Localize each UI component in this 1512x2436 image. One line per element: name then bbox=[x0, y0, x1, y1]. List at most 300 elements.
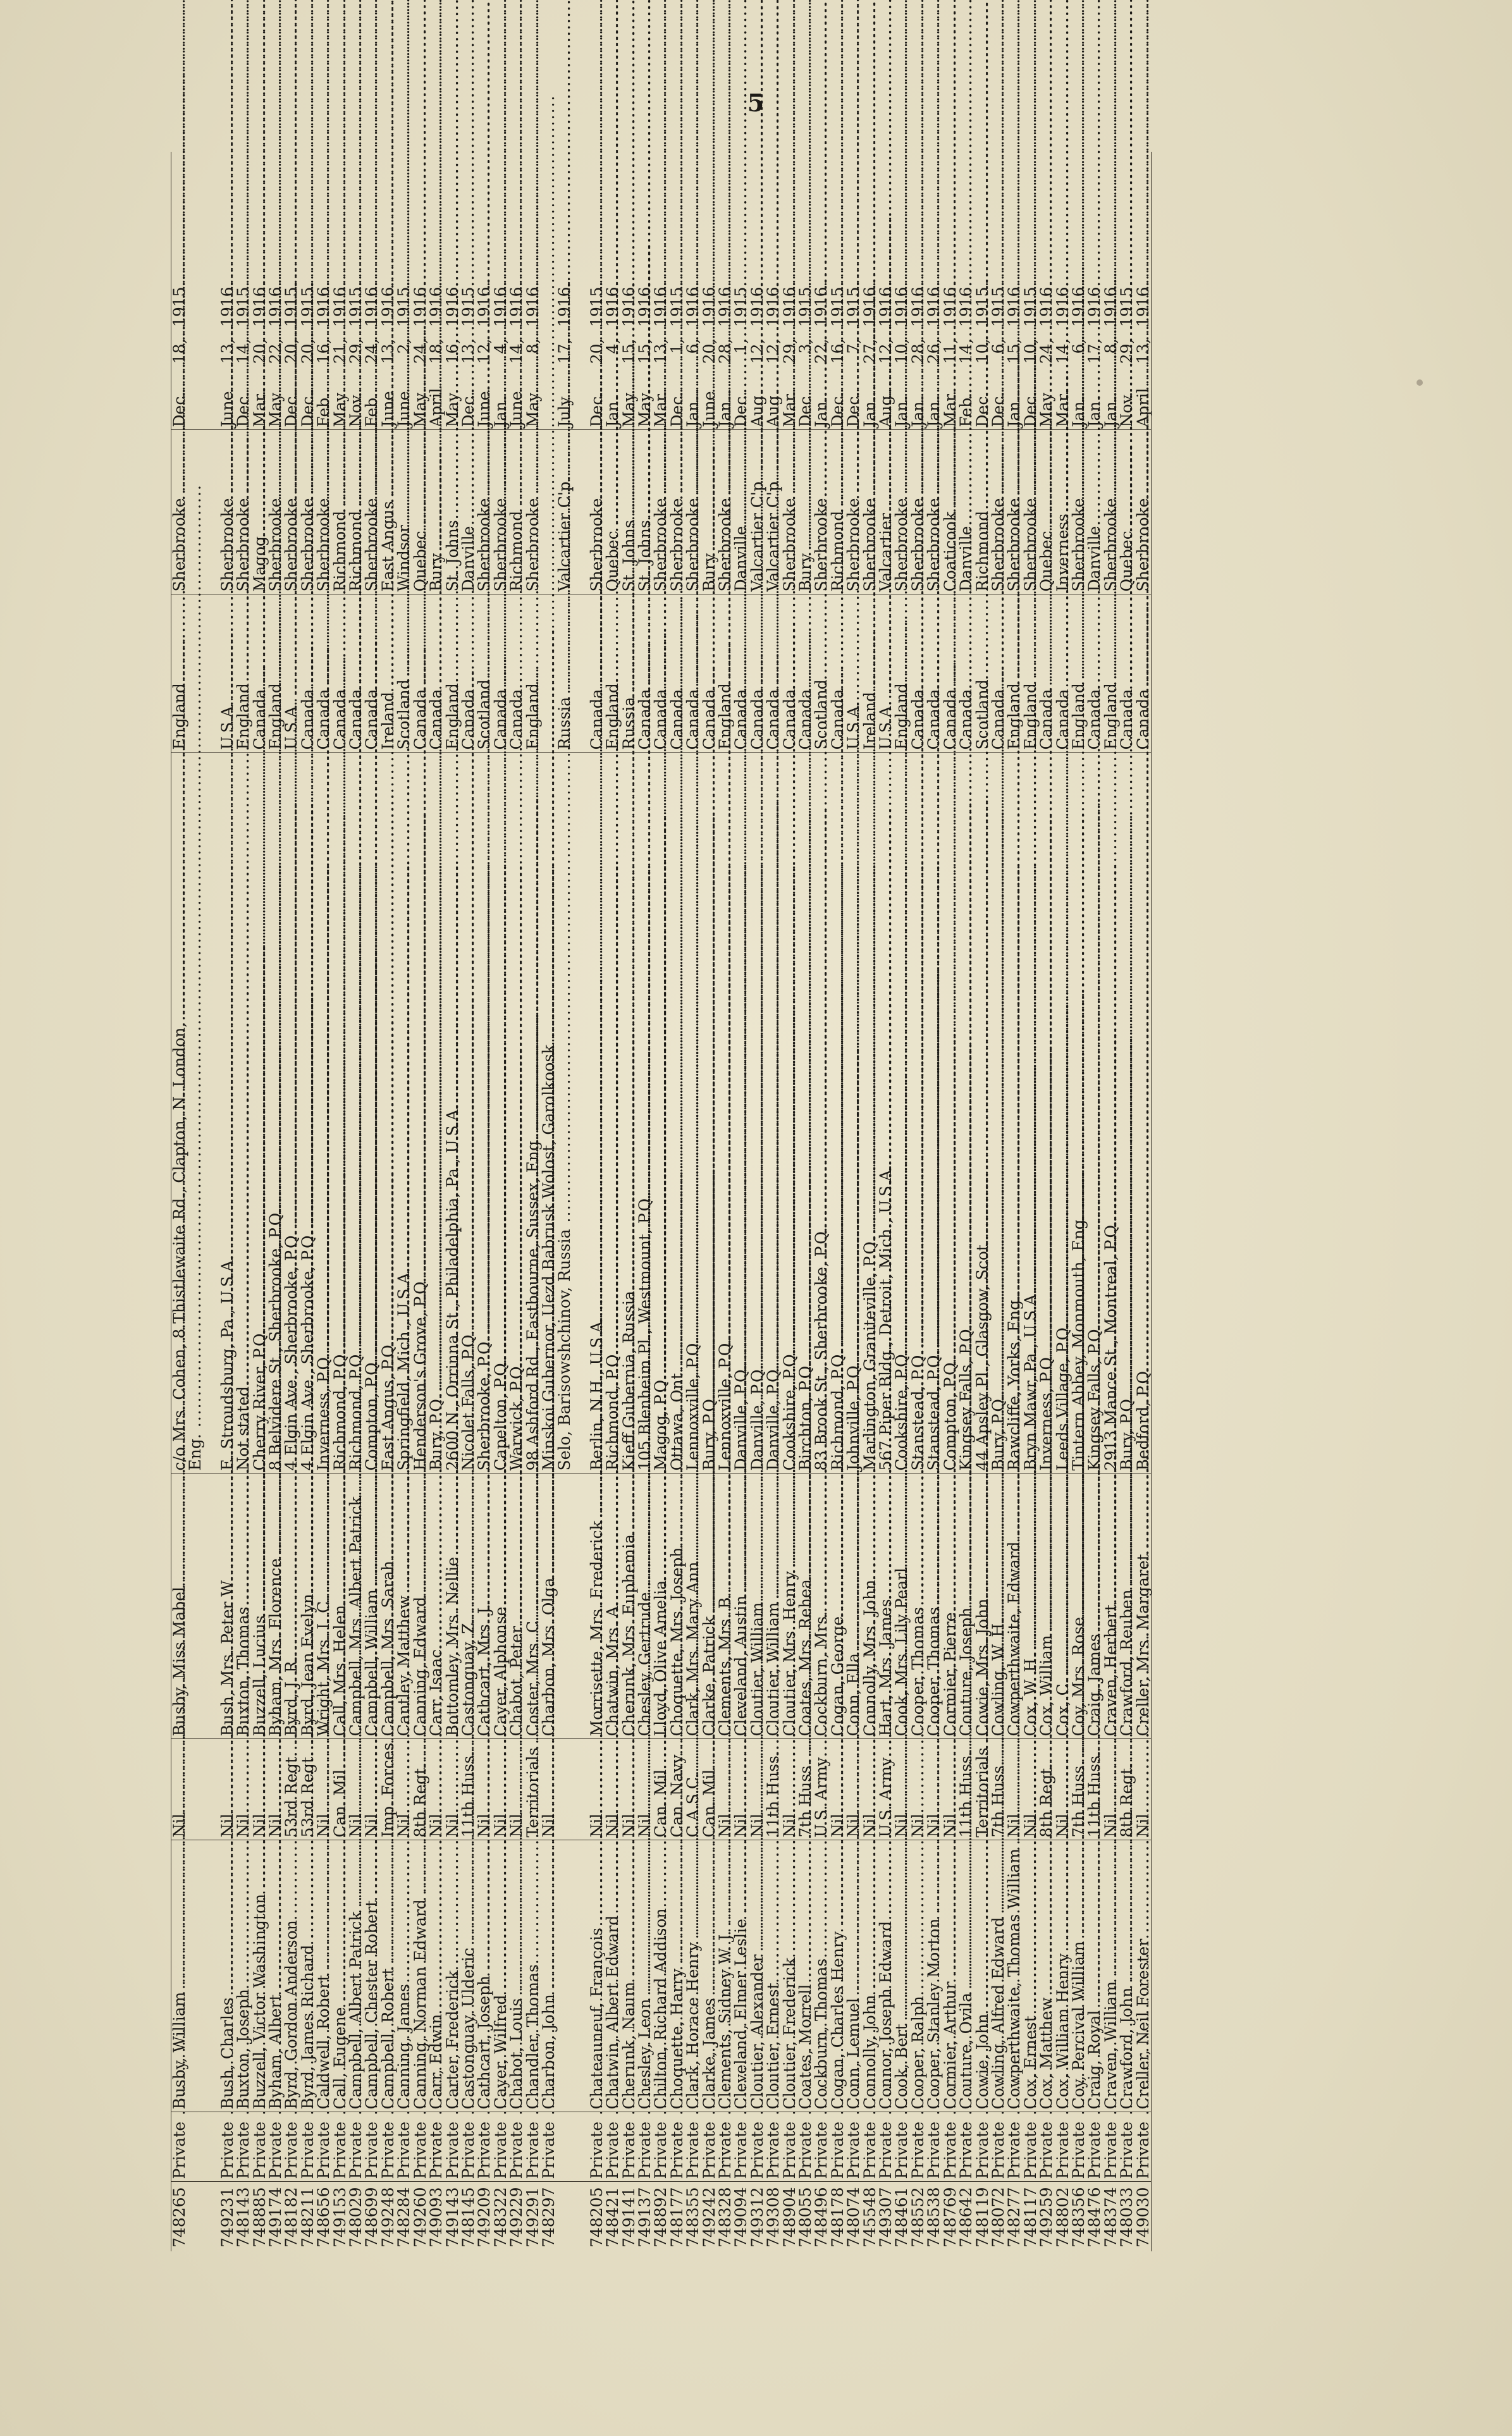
cell-unit: Nil ..... bbox=[348, 1739, 364, 1840]
gap-cell bbox=[204, 2182, 219, 2251]
date-day: 13, bbox=[651, 338, 670, 364]
cell-rank: Private ..... bbox=[830, 2112, 845, 2182]
table-row bbox=[1119, 152, 1134, 2251]
date-day: 12, bbox=[475, 338, 494, 364]
date-year: 1916. bbox=[1053, 281, 1072, 328]
cell-country: Scotland ..... bbox=[813, 594, 829, 753]
cell-place: Danville ..... bbox=[733, 430, 749, 594]
date-day: 28, bbox=[908, 338, 927, 364]
cell-country: U.S.A. ..... bbox=[878, 594, 894, 753]
cell-rank: Private ..... bbox=[733, 2112, 749, 2182]
date-year: 1915. bbox=[667, 281, 686, 328]
date-year: 1916. bbox=[957, 281, 976, 328]
cell-rank: Private ..... bbox=[878, 2112, 894, 2182]
cell-place: Danville ..... bbox=[1086, 430, 1102, 594]
cell-rank: Private ..... bbox=[589, 2112, 605, 2182]
date-year: 1916. bbox=[1037, 281, 1056, 328]
date-year: 1916. bbox=[507, 281, 526, 328]
table-row bbox=[653, 152, 668, 2251]
cell-place: East Angus ..... bbox=[380, 430, 396, 594]
date-day: 14, bbox=[234, 338, 253, 364]
cell-address: Berlin, N.H., U.S.A. ..... bbox=[589, 753, 605, 1473]
cell-address: E. Stroudsburg, Pa., U.S.A. ..... bbox=[219, 753, 235, 1473]
date-day: 10, bbox=[1021, 338, 1040, 364]
date-year: 1916. bbox=[603, 281, 622, 328]
cell-rank: Private ..... bbox=[813, 2112, 829, 2182]
cell-address: 567 Piper Bldg., Detroit, Mich., U.S.A. ..... bbox=[878, 753, 894, 1473]
cell-unit: 8th Regt. ..... bbox=[412, 1739, 428, 1840]
cell-rank: Private ..... bbox=[283, 2112, 299, 2182]
cell-number: 748802 bbox=[1053, 2187, 1072, 2248]
cell-rank: Private ..... bbox=[428, 2112, 444, 2182]
cell-place: Quebec ..... bbox=[412, 430, 428, 594]
cell-kin: Campbell, Mrs. Sarah ..... bbox=[380, 1473, 396, 1739]
cell-number bbox=[556, 2182, 572, 2251]
cell-address: 98 Ashford Rd., Eastbourne, Sussex, Eng. ..... bbox=[525, 753, 541, 1473]
table-row bbox=[283, 152, 299, 2251]
date-day: 14, bbox=[957, 338, 976, 364]
cell-number: 748552 bbox=[908, 2187, 927, 2248]
cell-name: Cleveland, Elmer Leslie ..... bbox=[733, 1840, 749, 2112]
table-row bbox=[878, 152, 894, 2251]
cell-number: 748421 bbox=[603, 2187, 622, 2248]
cell-address: Kingsey Falls, P.Q. ..... bbox=[958, 753, 974, 1473]
date-year: 1916. bbox=[410, 281, 429, 328]
date-year: 1915. bbox=[458, 281, 477, 328]
cell-kin: Campbell, William ..... bbox=[364, 1473, 379, 1739]
cell-unit: C.A.S.C. ..... bbox=[685, 1739, 701, 1840]
date-month: Jan. bbox=[684, 396, 703, 428]
cell-number: 749137 bbox=[635, 2187, 654, 2248]
date-month: May bbox=[1037, 392, 1056, 428]
cell-place: Sherbrooke ..... bbox=[717, 430, 733, 594]
cell-date bbox=[187, 152, 203, 430]
cell-number: 749143 bbox=[443, 2187, 462, 2248]
cell-place: Inverness ..... bbox=[1055, 430, 1071, 594]
cell-place: Sherbrooke ..... bbox=[990, 430, 1006, 594]
cell-country: Canada ..... bbox=[332, 594, 348, 753]
cell-unit: Can. Mil. ..... bbox=[332, 1739, 348, 1840]
table-row bbox=[1038, 152, 1054, 2251]
cell-name: Craven, William ..... bbox=[1103, 1840, 1119, 2112]
cell-rank: Private ..... bbox=[219, 2112, 235, 2182]
table-row bbox=[235, 152, 251, 2251]
date-day: 20, bbox=[298, 338, 317, 364]
date-year: 1916. bbox=[940, 281, 959, 328]
table-row bbox=[813, 152, 829, 2251]
cell-unit: Nil ..... bbox=[926, 1739, 942, 1840]
cell-country: Canada ..... bbox=[412, 594, 428, 753]
cell-place: Richmond ..... bbox=[974, 430, 990, 594]
date-year: 1916. bbox=[378, 281, 397, 328]
cell-country: Canada ..... bbox=[348, 594, 364, 753]
cell-rank: Private ..... bbox=[460, 2112, 476, 2182]
cell-place: Coaticook ..... bbox=[942, 430, 958, 594]
cell-address: 44 Apsley Pl., Glasgow, Scot. ..... bbox=[974, 753, 990, 1473]
cell-country: England ..... bbox=[1006, 594, 1022, 753]
cell-kin: Castonguay, Z. ..... bbox=[460, 1473, 476, 1739]
cell-address: 2600 N., Orrinna St., Philadelphia, Pa., U.S.A. ..... bbox=[445, 753, 460, 1473]
date-month: May bbox=[443, 392, 462, 428]
date-year: 1916. bbox=[812, 281, 831, 328]
cell-unit: Nil ..... bbox=[733, 1739, 749, 1840]
date-day: 20, bbox=[699, 338, 718, 364]
date-year: 1915. bbox=[844, 281, 863, 328]
table-row bbox=[733, 152, 749, 2251]
cell-unit: Territorials ..... bbox=[525, 1739, 541, 1840]
cell-country: Canada ..... bbox=[685, 594, 701, 753]
table-row bbox=[894, 152, 909, 2251]
date-day: 3, bbox=[796, 338, 815, 354]
gap-cell bbox=[204, 753, 219, 1473]
date-year: 1915. bbox=[298, 281, 317, 328]
date-day: 24, bbox=[362, 338, 381, 364]
cell-rank: Private ..... bbox=[1135, 2112, 1152, 2182]
cell-kin: Buxton, Thomas ..... bbox=[235, 1473, 251, 1739]
cell-rank: Private ..... bbox=[396, 2112, 412, 2182]
cell-name: Carter, Frederick ..... bbox=[445, 1840, 460, 2112]
date-day: 14, bbox=[507, 338, 526, 364]
date-day: 20, bbox=[282, 338, 301, 364]
table-row bbox=[252, 152, 267, 2251]
cell-address: Bury, P.Q. ..... bbox=[1119, 753, 1134, 1473]
cell-place: Sherbrooke ..... bbox=[862, 430, 878, 594]
date-year: 1916. bbox=[892, 281, 911, 328]
cell-name: Canning, James ..... bbox=[396, 1840, 412, 2112]
cell-unit: Nil ..... bbox=[845, 1739, 861, 1840]
cell-rank: Private ..... bbox=[717, 2112, 733, 2182]
cell-address: Cookshire, P.Q. ..... bbox=[782, 753, 797, 1473]
date-year: 1915. bbox=[587, 281, 606, 328]
cell-number: 748904 bbox=[780, 2187, 799, 2248]
cell-place: Sherbrooke ..... bbox=[782, 430, 797, 594]
date-month: Jan. bbox=[1085, 396, 1104, 428]
table-row bbox=[493, 152, 508, 2251]
cell-country: Canada ..... bbox=[300, 594, 316, 753]
cell-unit: Nil ..... bbox=[493, 1739, 508, 1840]
table-row bbox=[605, 152, 620, 2251]
date-month: April bbox=[427, 388, 446, 428]
table-row bbox=[765, 152, 781, 2251]
date-year: 1915. bbox=[828, 281, 847, 328]
date-day: 12, bbox=[876, 338, 895, 364]
date-day: 15, bbox=[635, 338, 654, 364]
date-month: Aug. bbox=[747, 390, 766, 428]
date-year: 1916. bbox=[860, 281, 879, 328]
table-row bbox=[910, 152, 926, 2251]
cell-address: Danville, P.Q. ..... bbox=[749, 753, 765, 1473]
table-row bbox=[1135, 152, 1152, 2251]
cell-rank: Private ..... bbox=[300, 2112, 316, 2182]
date-year: 1916. bbox=[362, 281, 381, 328]
date-month: Dec. bbox=[732, 391, 751, 428]
date-day: 24, bbox=[1037, 338, 1056, 364]
date-year: 1915. bbox=[973, 281, 992, 328]
cell-rank: Private ..... bbox=[508, 2112, 524, 2182]
cell-address: Tintern Abbey, Monmouth, Eng. ..... bbox=[1071, 753, 1086, 1473]
cell-number: 748205 bbox=[587, 2187, 606, 2248]
date-day: 4, bbox=[603, 338, 622, 354]
cell-unit: Nil ..... bbox=[782, 1739, 797, 1840]
cell-rank: Private ..... bbox=[380, 2112, 396, 2182]
cell-kin: Connolly, Mrs. John ..... bbox=[862, 1473, 878, 1739]
table-row bbox=[348, 152, 364, 2251]
cell-name: Chandler, Thomas ..... bbox=[525, 1840, 541, 2112]
cell-kin: Clark, Mrs. Mary Ann ..... bbox=[685, 1473, 701, 1739]
date-month: Dec. bbox=[587, 391, 606, 428]
cell-number: 749094 bbox=[732, 2187, 751, 2248]
cell-number: 748356 bbox=[1069, 2187, 1088, 2248]
date-day: 7, bbox=[844, 338, 863, 354]
date-year: 1915. bbox=[282, 281, 301, 328]
ink-spot bbox=[1417, 379, 1423, 386]
table-row bbox=[1006, 152, 1022, 2251]
cell-country: England ..... bbox=[605, 594, 620, 753]
date-month: Dec. bbox=[844, 391, 863, 428]
cell-kin: Creller, Mrs. Margaret ..... bbox=[1135, 1473, 1152, 1739]
cell-kin: Bush, Mrs. Peter W ..... bbox=[219, 1473, 235, 1739]
date-year: 1916. bbox=[764, 281, 783, 328]
cell-number: 749260 bbox=[410, 2187, 429, 2248]
cell-address: 4 Elgin Ave., Sherbrooke, P.Q. ..... bbox=[300, 753, 316, 1473]
gap-cell bbox=[573, 594, 589, 753]
cell-name bbox=[556, 1840, 572, 2112]
cell-kin: Campbell, Mrs. Albert Patrick ..... bbox=[348, 1473, 364, 1739]
cell-name: Cloutier, Alexander ..... bbox=[749, 1840, 765, 2112]
cell-rank: Private ..... bbox=[942, 2112, 958, 2182]
table-row bbox=[300, 152, 316, 2251]
cell-name: Byrd, James Richard ..... bbox=[300, 1840, 316, 2112]
cell-country: Canada ..... bbox=[589, 594, 605, 753]
cell-name: Creller, Neil Forester ..... bbox=[1135, 1840, 1152, 2112]
table-row bbox=[669, 152, 685, 2251]
date-month: Dec. bbox=[667, 391, 686, 428]
date-year: 1915. bbox=[732, 281, 751, 328]
cell-kin: Cormier, Pierre ..... bbox=[942, 1473, 958, 1739]
gap-cell bbox=[573, 152, 589, 430]
cell-unit: Nil ..... bbox=[267, 1739, 283, 1840]
cell-country: Canada ..... bbox=[958, 594, 974, 753]
date-month: Dec. bbox=[973, 391, 992, 428]
cell-rank: Private ..... bbox=[541, 2112, 556, 2182]
date-month: June bbox=[378, 391, 397, 428]
cell-number: 749242 bbox=[699, 2187, 718, 2248]
cell-name: Coy, Percival William ..... bbox=[1071, 1840, 1086, 2112]
cell-unit: Imp. Forces ..... bbox=[380, 1739, 396, 1840]
cell-rank: Private ..... bbox=[926, 2112, 942, 2182]
cell-name: Coates, Morrell ..... bbox=[797, 1840, 813, 2112]
cell-country: Canada ..... bbox=[428, 594, 444, 753]
cell-rank: Private ..... bbox=[637, 2112, 653, 2182]
table-row bbox=[1103, 152, 1119, 2251]
table-row bbox=[926, 152, 942, 2251]
date-month: June bbox=[395, 391, 414, 428]
cell-kin: Cloutier, William ..... bbox=[765, 1473, 781, 1739]
cell-address: Richmond, P.Q. ..... bbox=[830, 753, 845, 1473]
cell-number: 749291 bbox=[523, 2187, 542, 2248]
cell-address: Warwick, P.Q. ..... bbox=[508, 753, 524, 1473]
cell-name: Byham, Albert ..... bbox=[267, 1840, 283, 2112]
cell-name: Cogan, Charles Henry ..... bbox=[830, 1840, 845, 2112]
cell-name: Canning, Norman Edward ..... bbox=[412, 1840, 428, 2112]
cell-kin: Busby, Miss Mabel ..... bbox=[171, 1473, 188, 1739]
cell-place: Sherbrooke ..... bbox=[171, 430, 188, 594]
table-row bbox=[1086, 152, 1102, 2251]
date-day: 21, bbox=[330, 338, 349, 364]
cell-country: Scotland ..... bbox=[974, 594, 990, 753]
cell-number: 748143 bbox=[234, 2187, 253, 2248]
table-row bbox=[460, 152, 476, 2251]
cell-country: Canada ..... bbox=[797, 594, 813, 753]
gap-cell bbox=[204, 152, 219, 430]
cell-place: Sherbrooke ..... bbox=[589, 430, 605, 594]
cell-address: Stanstead, P.Q. ..... bbox=[926, 753, 942, 1473]
cell-kin: Byrd, J. R. ..... bbox=[283, 1473, 299, 1739]
cell-unit: Nil ..... bbox=[219, 1739, 235, 1840]
cell-kin: Cowling, W. H. ..... bbox=[990, 1473, 1006, 1739]
date-year: 1916. bbox=[1069, 281, 1088, 328]
date-day: 17, bbox=[555, 338, 574, 364]
table-row bbox=[187, 152, 203, 2251]
date-day: 16, bbox=[828, 338, 847, 364]
cell-address: c/o Mrs. Cohen, 8 Thistlewaite Rd., Clapton, N. London, ..... bbox=[171, 753, 188, 1473]
date-month: May bbox=[330, 392, 349, 428]
date-month: Dec. bbox=[234, 391, 253, 428]
table-row bbox=[637, 152, 653, 2251]
cell-place: Quebec ..... bbox=[1038, 430, 1054, 594]
table-row bbox=[621, 152, 637, 2251]
date-month: July bbox=[555, 397, 574, 428]
table-row bbox=[974, 152, 990, 2251]
date-year: 1916. bbox=[699, 281, 718, 328]
date-day: 13, bbox=[218, 338, 237, 364]
cell-name: Cockburn, Thomas ..... bbox=[813, 1840, 829, 2112]
cell-country: England ..... bbox=[1071, 594, 1086, 753]
cell-kin bbox=[556, 1473, 572, 1739]
cell-place: Valcartier ..... bbox=[878, 430, 894, 594]
cell-unit: Can. Navy ..... bbox=[669, 1739, 685, 1840]
cell-kin: Byham, Mrs. Florence ..... bbox=[267, 1473, 283, 1739]
date-day: 15, bbox=[619, 338, 638, 364]
cell-country: Canada ..... bbox=[252, 594, 267, 753]
date-year: 1916. bbox=[475, 281, 494, 328]
date-year: 1916. bbox=[1101, 281, 1120, 328]
cell-place: Sherbrooke ..... bbox=[669, 430, 685, 594]
table-row bbox=[171, 152, 188, 2251]
cell-address: Richmond, P.Q. ..... bbox=[348, 753, 364, 1473]
date-month: Nov. bbox=[1117, 391, 1136, 428]
cell-number: 749308 bbox=[764, 2187, 783, 2248]
cell-unit: 8th Regt. ..... bbox=[1119, 1739, 1134, 1840]
date-month: Dec. bbox=[170, 391, 188, 428]
cell-country: Canada ..... bbox=[942, 594, 958, 753]
cell-number: 749259 bbox=[1037, 2187, 1056, 2248]
gap-cell bbox=[573, 430, 589, 594]
cell-rank: Private ..... bbox=[605, 2112, 620, 2182]
date-day: 18, bbox=[427, 338, 446, 364]
cell-country: Canada ..... bbox=[1119, 594, 1134, 753]
cell-rank: Private ..... bbox=[621, 2112, 637, 2182]
date-month: Jan. bbox=[716, 396, 734, 428]
cell-unit: 11th Huss. ..... bbox=[460, 1739, 476, 1840]
cell-kin: Wright, Mrs. I. C. ..... bbox=[316, 1473, 331, 1739]
cell-country: Canada ..... bbox=[460, 594, 476, 753]
cell-number: 748476 bbox=[1085, 2187, 1104, 2248]
cell-country: Canada ..... bbox=[653, 594, 668, 753]
cell-rank: Private ..... bbox=[476, 2112, 492, 2182]
cell-number: 748699 bbox=[362, 2187, 381, 2248]
cell-name: Conn, Lemuel ..... bbox=[845, 1840, 861, 2112]
cell-name: Crawford, John ..... bbox=[1119, 1840, 1134, 2112]
date-day: 4, bbox=[491, 338, 510, 354]
cell-place: Sherbrooke ..... bbox=[525, 430, 541, 594]
cell-kin: Cowie, Mrs. John ..... bbox=[974, 1473, 990, 1739]
cell-kin: Clements, Mrs. B. ..... bbox=[717, 1473, 733, 1739]
cell-name: Cowie, John ..... bbox=[974, 1840, 990, 2112]
cell-unit: Nil ..... bbox=[1023, 1739, 1038, 1840]
date-year: 1916. bbox=[1085, 281, 1104, 328]
cell-rank: Private ..... bbox=[1119, 2112, 1134, 2182]
cell-place: Sherbrooke ..... bbox=[219, 430, 235, 594]
cell-number: 748461 bbox=[892, 2187, 911, 2248]
table-row bbox=[1055, 152, 1071, 2251]
cell-place: Sherbrooke ..... bbox=[235, 430, 251, 594]
cell-place: Sherbrooke ..... bbox=[653, 430, 668, 594]
cell-unit: Nil ..... bbox=[428, 1739, 444, 1840]
cell-country: Canada ..... bbox=[733, 594, 749, 753]
cell-unit: Territorials ..... bbox=[974, 1739, 990, 1840]
cell-name: Chabot, Louis ..... bbox=[508, 1840, 524, 2112]
table-row bbox=[396, 152, 412, 2251]
date-day: 1, bbox=[667, 338, 686, 354]
cell-unit: 11th Huss. ..... bbox=[958, 1739, 974, 1840]
cell-unit: Nil ..... bbox=[1135, 1739, 1152, 1840]
cell-name: Chilton, Richard Addison ..... bbox=[653, 1840, 668, 2112]
cell-number: 748277 bbox=[1005, 2187, 1024, 2248]
cell-country: Canada ..... bbox=[364, 594, 379, 753]
date-year: 1915. bbox=[796, 281, 815, 328]
cell-kin: Cox, W. H. ..... bbox=[1023, 1473, 1038, 1739]
cell-name: Chesley, Leon ..... bbox=[637, 1840, 653, 2112]
cell-unit: Can. Mil. ..... bbox=[701, 1739, 717, 1840]
date-day: 6, bbox=[988, 338, 1007, 354]
cell-kin: Chatwin, Mrs. A. ..... bbox=[605, 1473, 620, 1739]
cell-unit: Nil ..... bbox=[396, 1739, 412, 1840]
cell-country: U.S.A. ..... bbox=[283, 594, 299, 753]
cell-kin: Clarke, Patrick ..... bbox=[701, 1473, 717, 1739]
cell-kin: Cooper, Thomas ..... bbox=[926, 1473, 942, 1739]
cell-address: 2913 Mance St., Montreal, P.Q. ..... bbox=[1103, 753, 1119, 1473]
cell-name: Cathcart, Joseph ..... bbox=[476, 1840, 492, 2112]
cell-number: 748055 bbox=[796, 2187, 815, 2248]
cell-rank: Private ..... bbox=[267, 2112, 283, 2182]
cell-kin: Cooper, Thomas ..... bbox=[910, 1473, 926, 1739]
cell-unit: Nil ..... bbox=[830, 1739, 845, 1840]
cell-place: Windsor ..... bbox=[396, 430, 412, 594]
cell-unit: 7th Huss. ..... bbox=[1071, 1739, 1086, 1840]
date-year: 1916. bbox=[651, 281, 670, 328]
cell-place: Richmond ..... bbox=[508, 430, 524, 594]
date-day: 29, bbox=[1117, 338, 1136, 364]
cell-rank: Private ..... bbox=[412, 2112, 428, 2182]
cell-unit: Nil ..... bbox=[235, 1739, 251, 1840]
cell-number: 748117 bbox=[1021, 2187, 1040, 2248]
cell-kin: Choquette, Mrs. Joseph ..... bbox=[669, 1473, 685, 1739]
cell-name: Chateauneuf, François ..... bbox=[589, 1840, 605, 2112]
cell-place: Sherbrooke ..... bbox=[1006, 430, 1022, 594]
cell-unit: U.S. Army ..... bbox=[878, 1739, 894, 1840]
cell-name: Campbell, Robert ..... bbox=[380, 1840, 396, 2112]
